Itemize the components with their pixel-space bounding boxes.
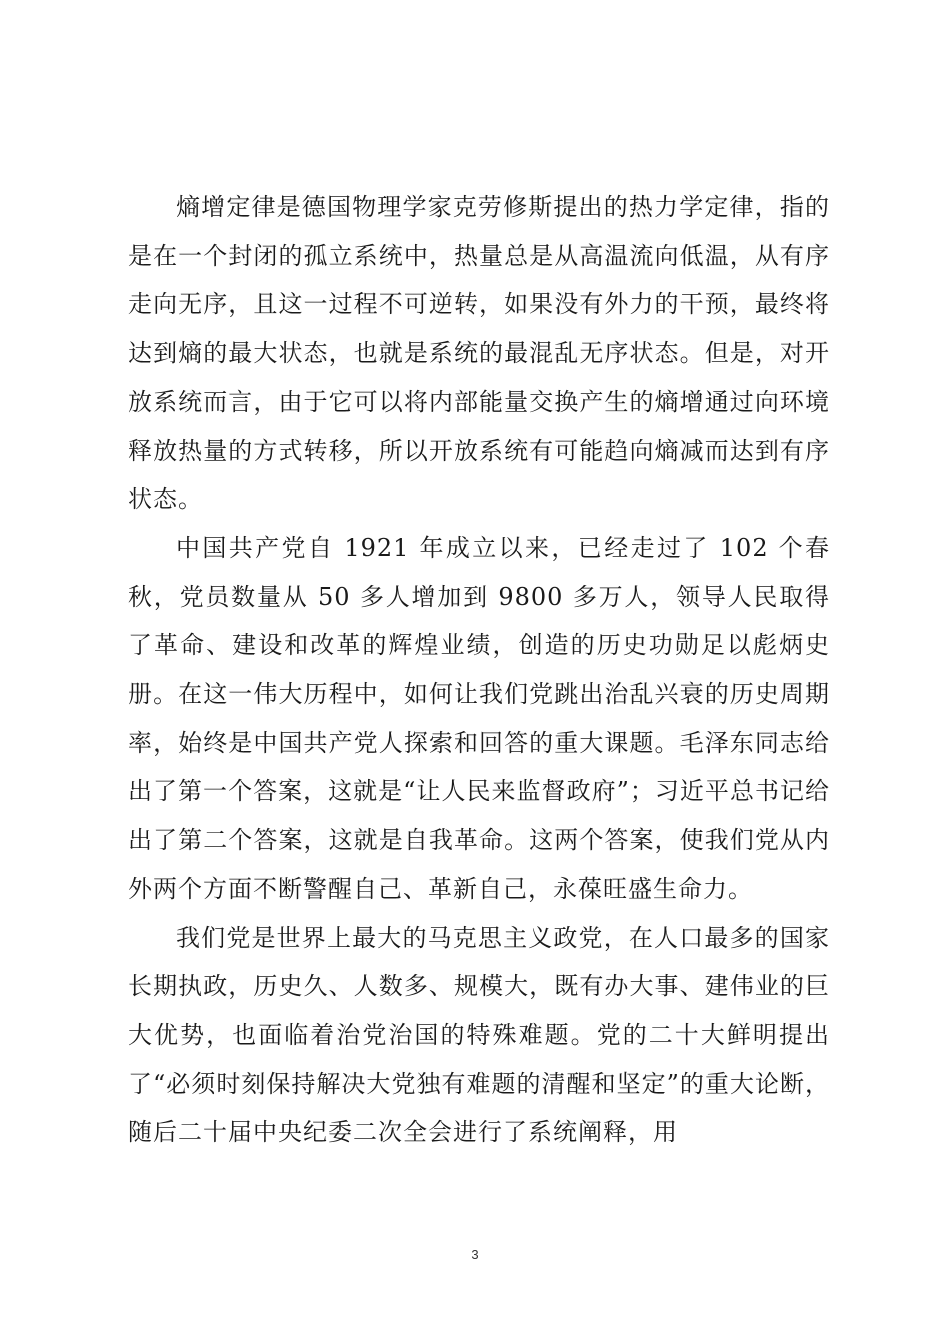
- page-number: 3: [471, 1247, 479, 1262]
- paragraph-big-party-challenges: 我们党是世界上最大的马克思主义政党，在人口最多的国家长期执政，历史久、人数多、规模大，既有办大事、建伟业的巨大优势，也面临着治党治国的特殊难题。党的二十大鲜明提出了“必须时刻保持解决大党独有难题的清醒和坚定”的重大论断，随后二十届中央纪委二次全会进行了系统阐释，用: [128, 923, 830, 1147]
- paragraph-entropy-law: 熵增定律是德国物理学家克劳修斯提出的热力学定律，指的是在一个封闭的孤立系统中，热量总是从高温流向低温，从有序走向无序，且这一过程不可逆转，如果没有外力的干预，最终将达到熵的最大状态，也就是系统的最混乱无序状态。但是，对开放系统而言，由于它可以将内部能量交换产生的熵增通过向环境释放热量的方式转移，所以开放系统有可能趋向熵减而达到有序状态。: [128, 193, 830, 514]
- paragraph-party-history: 中国共产党自 1921 年成立以来，已经走过了 102 个春秋，党员数量从 50 多人增加到 9800 多万人，领导人民取得了革命、建设和改革的辉煌业绩，创造的历史功勋足以彪炳史册。在这一伟大历程中，如何让我们党跳出治乱兴衰的历史周期率，始终是中国共产党人探索和回答的重大课题。毛泽东同志给出了第一个答案，这就是“让人民来监督政府”；习近平总书记给出了第二个答案，这就是自我革命。这两个答案，使我们党从内外两个方面不断警醒自己、革新自己，永葆旺盛生命力。: [128, 533, 830, 903]
- body-text: [128, 183, 830, 1157]
